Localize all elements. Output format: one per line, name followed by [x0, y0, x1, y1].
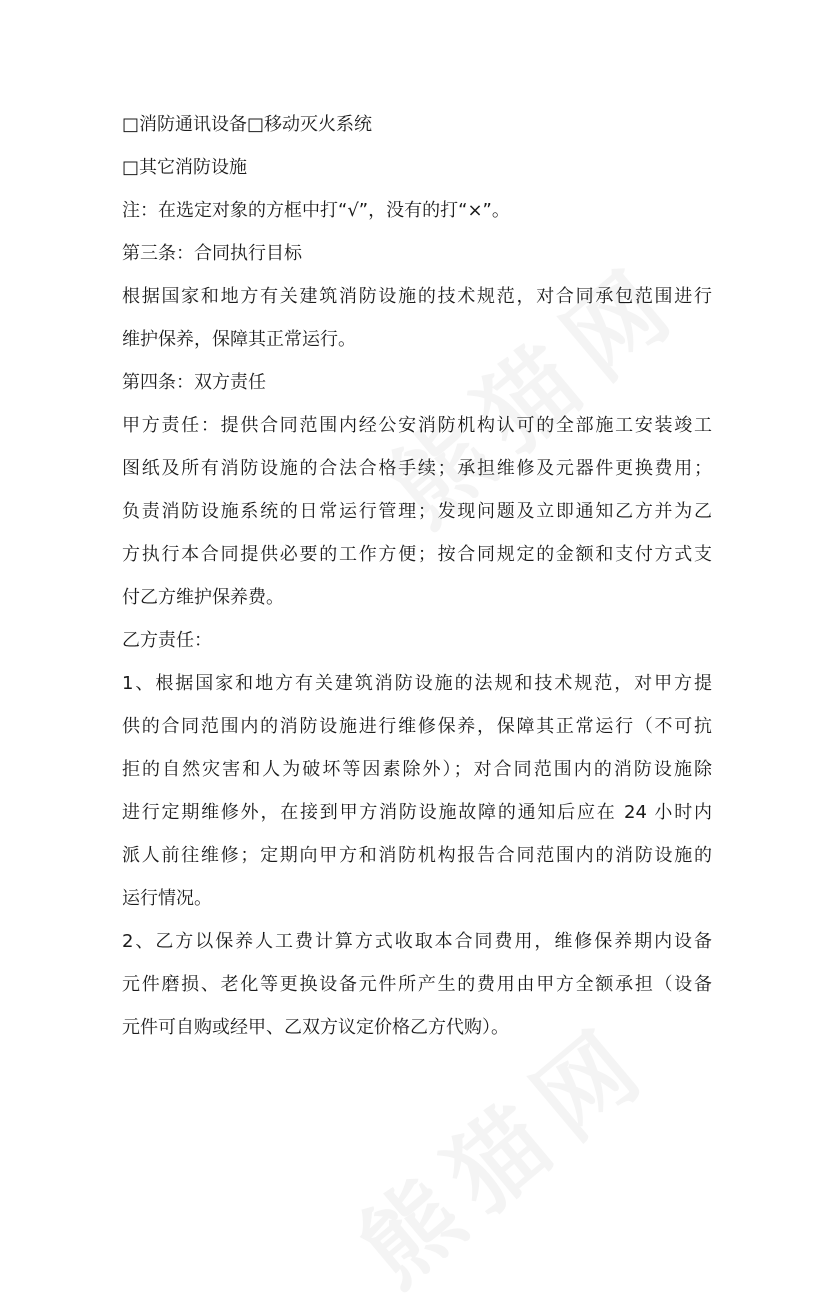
party-b-item-1-line-2: 供的合同范围内的消防设施进行维修保养，保障其正常运行（不可抗	[122, 716, 712, 737]
document-body	[122, 106, 712, 1046]
article-3-text-1: 根据国家和地方有关建筑消防设施的技术规范，对合同承包范围进行	[122, 286, 712, 307]
party-a-text-2: 图纸及所有消防设施的合法合格手续；承担维修及元器件更换费用；	[122, 458, 712, 479]
party-b-item-2-line-1: 2、乙方以保养人工费计算方式收取本合同费用，维修保养期内设备	[122, 931, 712, 952]
party-b-item-1-line-6: 运行情况。	[122, 888, 212, 909]
note-line: 注：在选定对象的方框中打“√”，没有的打“×”。	[122, 200, 510, 221]
article-3-text-2: 维护保养，保障其正常运行。	[122, 329, 356, 350]
party-b-item-2-line-2: 元件磨损、老化等更换设备元件所产生的费用由甲方全额承担（设备	[122, 974, 712, 995]
party-b-item-1-line-1: 1、根据国家和地方有关建筑消防设施的法规和技术规范，对甲方提	[122, 673, 712, 694]
party-b-item-1-line-4: 进行定期维修外，在接到甲方消防设施故障的通知后应在 24 小时内	[122, 802, 712, 823]
article-4-heading: 第四条：双方责任	[122, 372, 266, 393]
party-b-item-1-line-5: 派人前往维修；定期向甲方和消防机构报告合同范围内的消防设施的	[122, 845, 712, 866]
article-3-heading: 第三条：合同执行目标	[122, 243, 302, 264]
party-a-text-5: 付乙方维护保养费。	[122, 587, 284, 608]
party-a-text-3: 负责消防设施系统的日常运行管理；发现问题及立即通知乙方并为乙	[122, 501, 712, 522]
party-b-item-2-line-3: 元件可自购或经甲、乙双方议定价格乙方代购）。	[122, 1017, 509, 1038]
checkbox-line-2: □其它消防设施	[122, 157, 248, 178]
party-b-heading: 乙方责任：	[122, 630, 212, 651]
party-a-text-4: 方执行本合同提供必要的工作方便；按合同规定的金额和支付方式支	[122, 544, 712, 565]
checkbox-line-1: □消防通讯设备□移动灭火系统	[122, 114, 373, 135]
party-a-text-1: 甲方责任：提供合同范围内经公安消防机构认可的全部施工安装竣工	[122, 415, 712, 436]
party-b-item-1-line-3: 拒的自然灾害和人为破坏等因素除外）；对合同范围内的消防设施除	[122, 759, 712, 780]
